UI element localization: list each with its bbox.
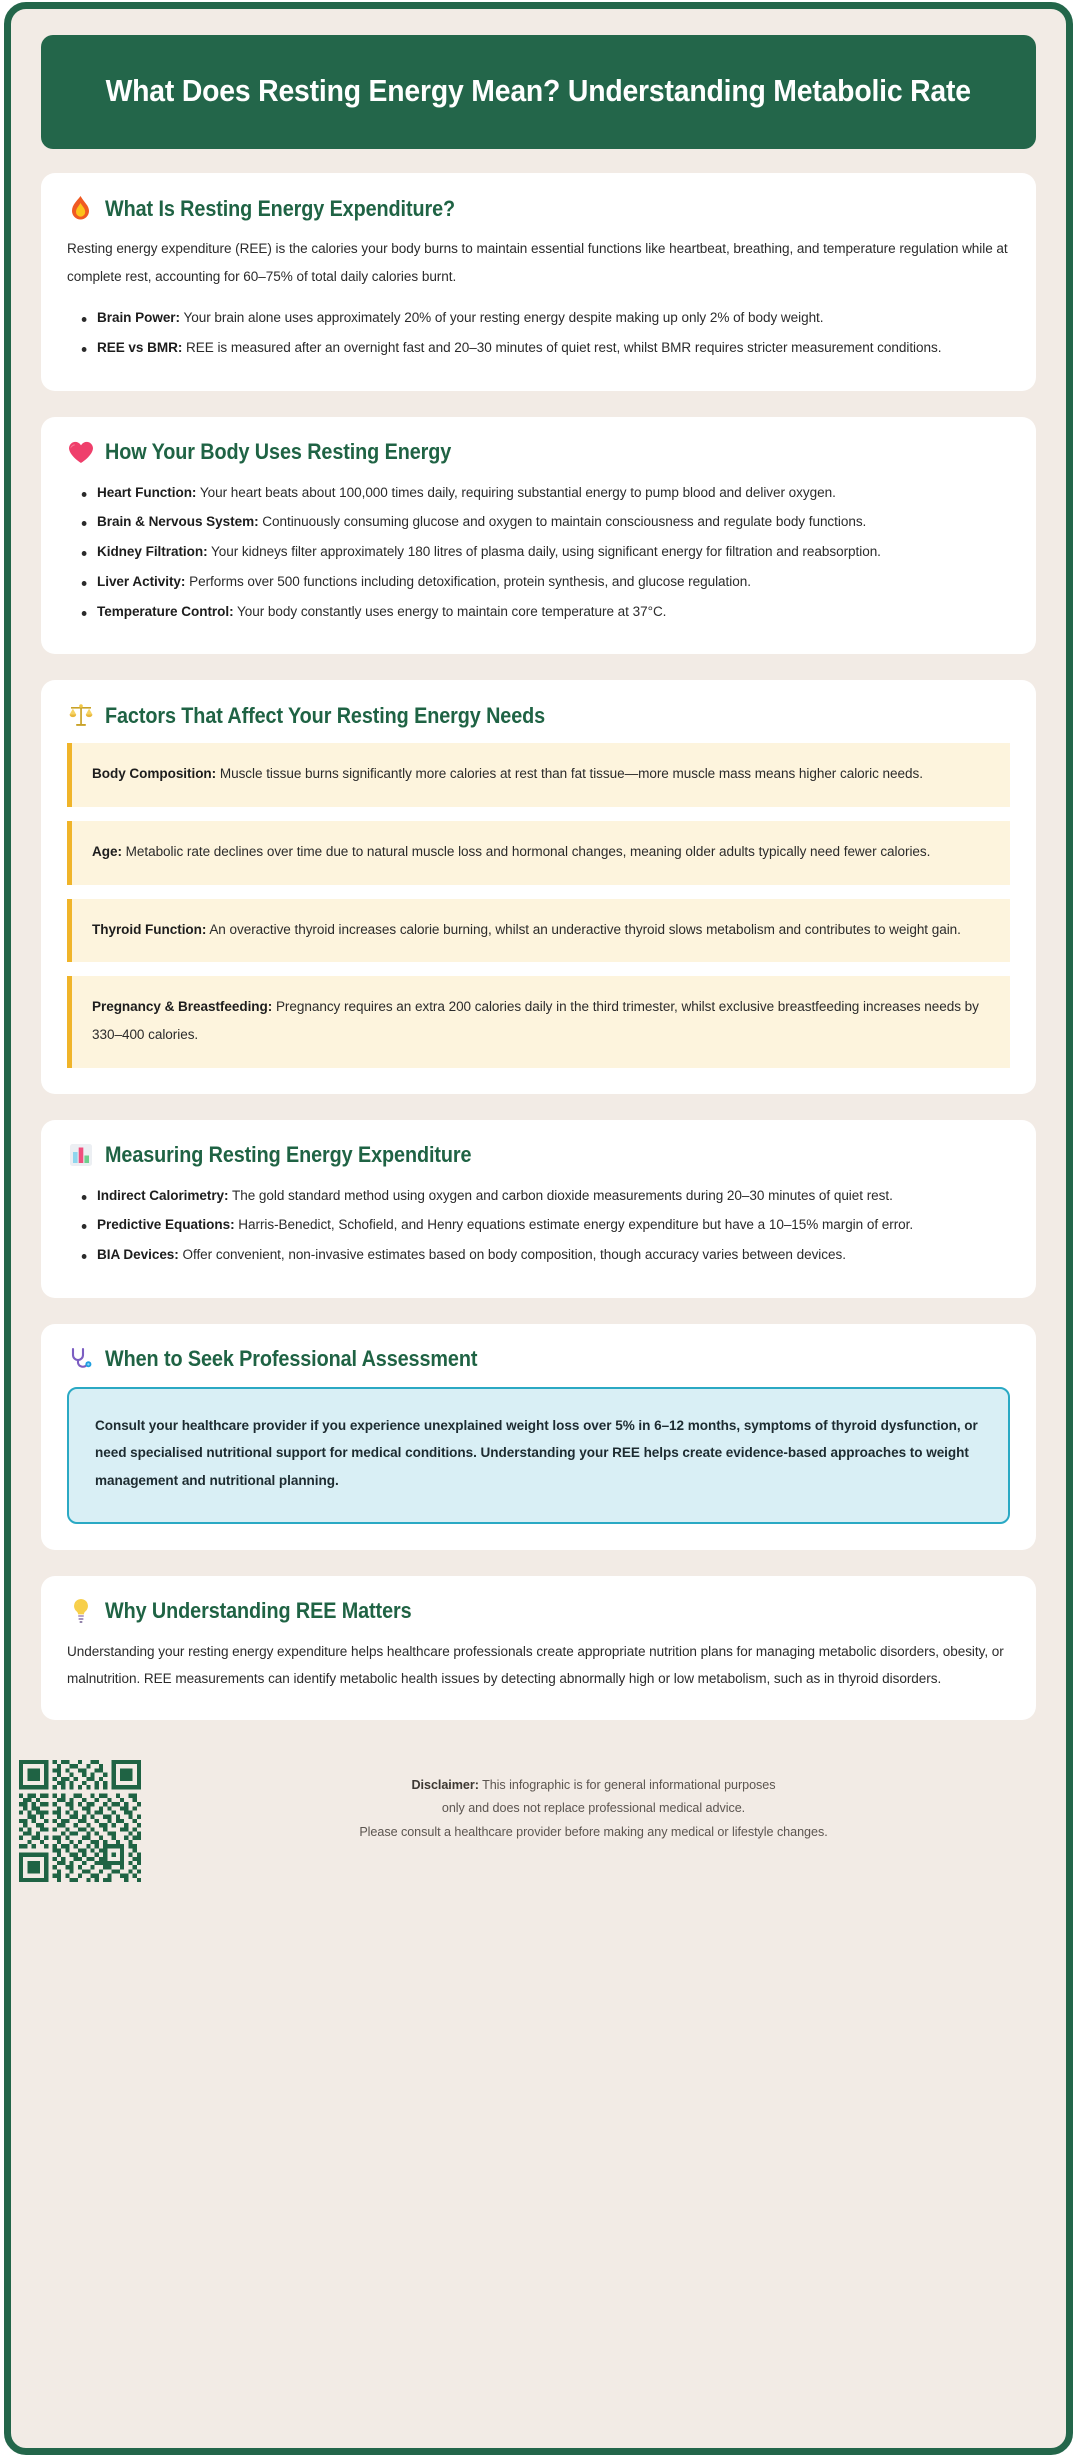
heart-icon bbox=[67, 439, 94, 466]
section-title: When to Seek Professional Assessment bbox=[105, 1346, 478, 1372]
list-item-lead: Kidney Filtration: bbox=[97, 544, 208, 561]
list-item-text: The gold standard method using oxygen and carbon dioxide measurements during 20–30 minutes of quiet rest. bbox=[228, 1187, 893, 1204]
list-item-text: Continuously consuming glucose and oxygen to maintain consciousness and regulate body functions. bbox=[258, 514, 867, 531]
bullet-list bbox=[67, 1183, 1010, 1270]
callout-lead: Age: bbox=[92, 843, 122, 860]
disclaimer-text bbox=[171, 1774, 1016, 1844]
list-item-lead: Predictive Equations: bbox=[97, 1217, 235, 1234]
list-item-lead: Brain Power: bbox=[97, 310, 181, 327]
medical-notice-box bbox=[67, 1387, 1010, 1524]
section-card-why-ree-matters bbox=[41, 1576, 1036, 1720]
list-item bbox=[97, 569, 1010, 597]
list-item bbox=[97, 335, 1010, 363]
bullet-list bbox=[67, 480, 1010, 626]
factor-callout bbox=[67, 821, 1010, 885]
list-item bbox=[97, 599, 1010, 627]
section-header bbox=[67, 195, 1010, 222]
list-item-text: Your heart beats about 100,000 times daily, requiring substantial energy to pump blood and deliver oxygen. bbox=[196, 484, 836, 501]
disclaimer-line-2: only and does not replace professional medical advice. bbox=[441, 1801, 746, 1816]
list-item bbox=[97, 1212, 1010, 1240]
footer bbox=[41, 1746, 1036, 1878]
callout-text: Muscle tissue burns significantly more calories at rest than fat tissue—more muscle mass means higher caloric needs. bbox=[216, 766, 923, 783]
bar-chart-icon bbox=[67, 1142, 94, 1169]
list-item-text: Your kidneys filter approximately 180 litres of plasma daily, using significant energy for filtration and reabsorption. bbox=[207, 544, 881, 561]
section-header bbox=[67, 439, 1010, 466]
infographic-page bbox=[4, 2, 1073, 2455]
factor-callout bbox=[67, 976, 1010, 1067]
list-item bbox=[97, 1242, 1010, 1270]
callout-lead: Thyroid Function: bbox=[92, 921, 207, 938]
section-title: Measuring Resting Energy Expenditure bbox=[105, 1142, 472, 1168]
disclaimer-line-1 bbox=[171, 1774, 1016, 1797]
section-title: Why Understanding REE Matters bbox=[105, 1598, 412, 1624]
flame-icon bbox=[67, 195, 94, 222]
list-item-text: Your brain alone uses approximately 20% of your resting energy despite making up only 2% of body weight. bbox=[180, 310, 824, 327]
section-header bbox=[67, 1598, 1010, 1625]
callout-text: An overactive thyroid increases calorie burning, whilst an underactive thyroid slows metabolism and contributes to weight gain. bbox=[206, 921, 961, 938]
lightbulb-icon bbox=[67, 1598, 94, 1625]
section-header bbox=[67, 1346, 1010, 1373]
bullet-list bbox=[67, 305, 1010, 362]
balance-scale-icon bbox=[67, 702, 94, 729]
list-item-lead: Brain & Nervous System: bbox=[97, 514, 259, 531]
callout-text: Metabolic rate declines over time due to natural muscle loss and hormonal changes, meaning older adults typically need fewer calories. bbox=[121, 843, 931, 860]
callout-text: Pregnancy requires an extra 200 calories daily in the third trimester, whilst exclusive breastfeeding increases needs by 330–400 calories. bbox=[92, 999, 979, 1043]
list-item-lead: Temperature Control: bbox=[97, 603, 234, 620]
list-item-lead: Heart Function: bbox=[97, 484, 197, 501]
list-item-lead: REE vs BMR: bbox=[97, 340, 183, 357]
section-card-factors-affecting-needs bbox=[41, 680, 1036, 1093]
section-title: What Is Resting Energy Expenditure? bbox=[105, 195, 456, 221]
section-card-how-body-uses-energy bbox=[41, 417, 1036, 654]
list-item bbox=[97, 1183, 1010, 1211]
list-item bbox=[97, 480, 1010, 508]
page-header-banner bbox=[41, 35, 1036, 149]
disclaimer-lead: Disclaimer: bbox=[411, 1778, 479, 1793]
list-item bbox=[97, 305, 1010, 333]
qr-code[interactable] bbox=[19, 1760, 141, 1882]
list-item-text: Performs over 500 functions including detoxification, protein synthesis, and glucose regulation. bbox=[185, 573, 751, 590]
factor-callout bbox=[67, 743, 1010, 807]
list-item bbox=[97, 539, 1010, 567]
list-item-lead: Liver Activity: bbox=[97, 573, 186, 590]
list-item-text: REE is measured after an overnight fast and 20–30 minutes of quiet rest, whilst BMR requires stricter measurement conditions. bbox=[182, 340, 942, 357]
list-item-text: Offer convenient, non-invasive estimates based on body composition, though accuracy varies between devices. bbox=[178, 1247, 846, 1263]
factor-callout bbox=[67, 899, 1010, 963]
callout-lead: Pregnancy & Breastfeeding: bbox=[92, 999, 273, 1016]
section-title: How Your Body Uses Resting Energy bbox=[105, 439, 452, 465]
list-item-text: Your body constantly uses energy to maintain core temperature at 37°C. bbox=[233, 603, 667, 620]
section-header bbox=[67, 1142, 1010, 1169]
callout-lead: Body Composition: bbox=[92, 766, 217, 783]
section-card-seek-professional-assessment bbox=[41, 1324, 1036, 1550]
list-item-lead: BIA Devices: bbox=[97, 1247, 179, 1263]
list-item-text: Harris-Benedict, Schofield, and Henry equations estimate energy expenditure but have a 10–15% margin of error. bbox=[234, 1217, 914, 1234]
section-paragraph: Understanding your resting energy expenditure helps healthcare professionals create appropriate nutrition plans for managing metabolic disorders, obesity, or malnutrition. REE measurements can identify metabolic health issues by detecting abnormally high or low metabolism, such as in thyroid disorders. bbox=[67, 1643, 1004, 1688]
disclaimer-line-1-text: This infographic is for general informational purposes bbox=[478, 1778, 776, 1793]
page-title: What Does Resting Energy Mean? Understanding Metabolic Rate bbox=[105, 74, 972, 109]
section-card-what-is-ree bbox=[41, 173, 1036, 391]
medical-notice-text: Consult your healthcare provider if you experience unexplained weight loss over 5% in 6–12 months, symptoms of thyroid dysfunction, or need specialised nutritional support for medical conditions. Understanding your REE helps create evidence-based approaches to weight management and nutritional planning. bbox=[95, 1417, 978, 1490]
section-card-measuring-ree bbox=[41, 1120, 1036, 1298]
section-header bbox=[67, 702, 1010, 729]
list-item bbox=[97, 509, 1010, 537]
stethoscope-icon bbox=[67, 1346, 94, 1373]
list-item-lead: Indirect Calorimetry: bbox=[97, 1187, 229, 1204]
section-title: Factors That Affect Your Resting Energy Needs bbox=[105, 702, 546, 728]
disclaimer-line-3: Please consult a healthcare provider before making any medical or lifestyle changes. bbox=[359, 1824, 828, 1839]
section-paragraph: Resting energy expenditure (REE) is the calories your body burns to maintain essential functions like heartbeat, breathing, and temperature regulation while at complete rest, accounting for 60–75% of total daily calories burnt. bbox=[67, 241, 1008, 285]
